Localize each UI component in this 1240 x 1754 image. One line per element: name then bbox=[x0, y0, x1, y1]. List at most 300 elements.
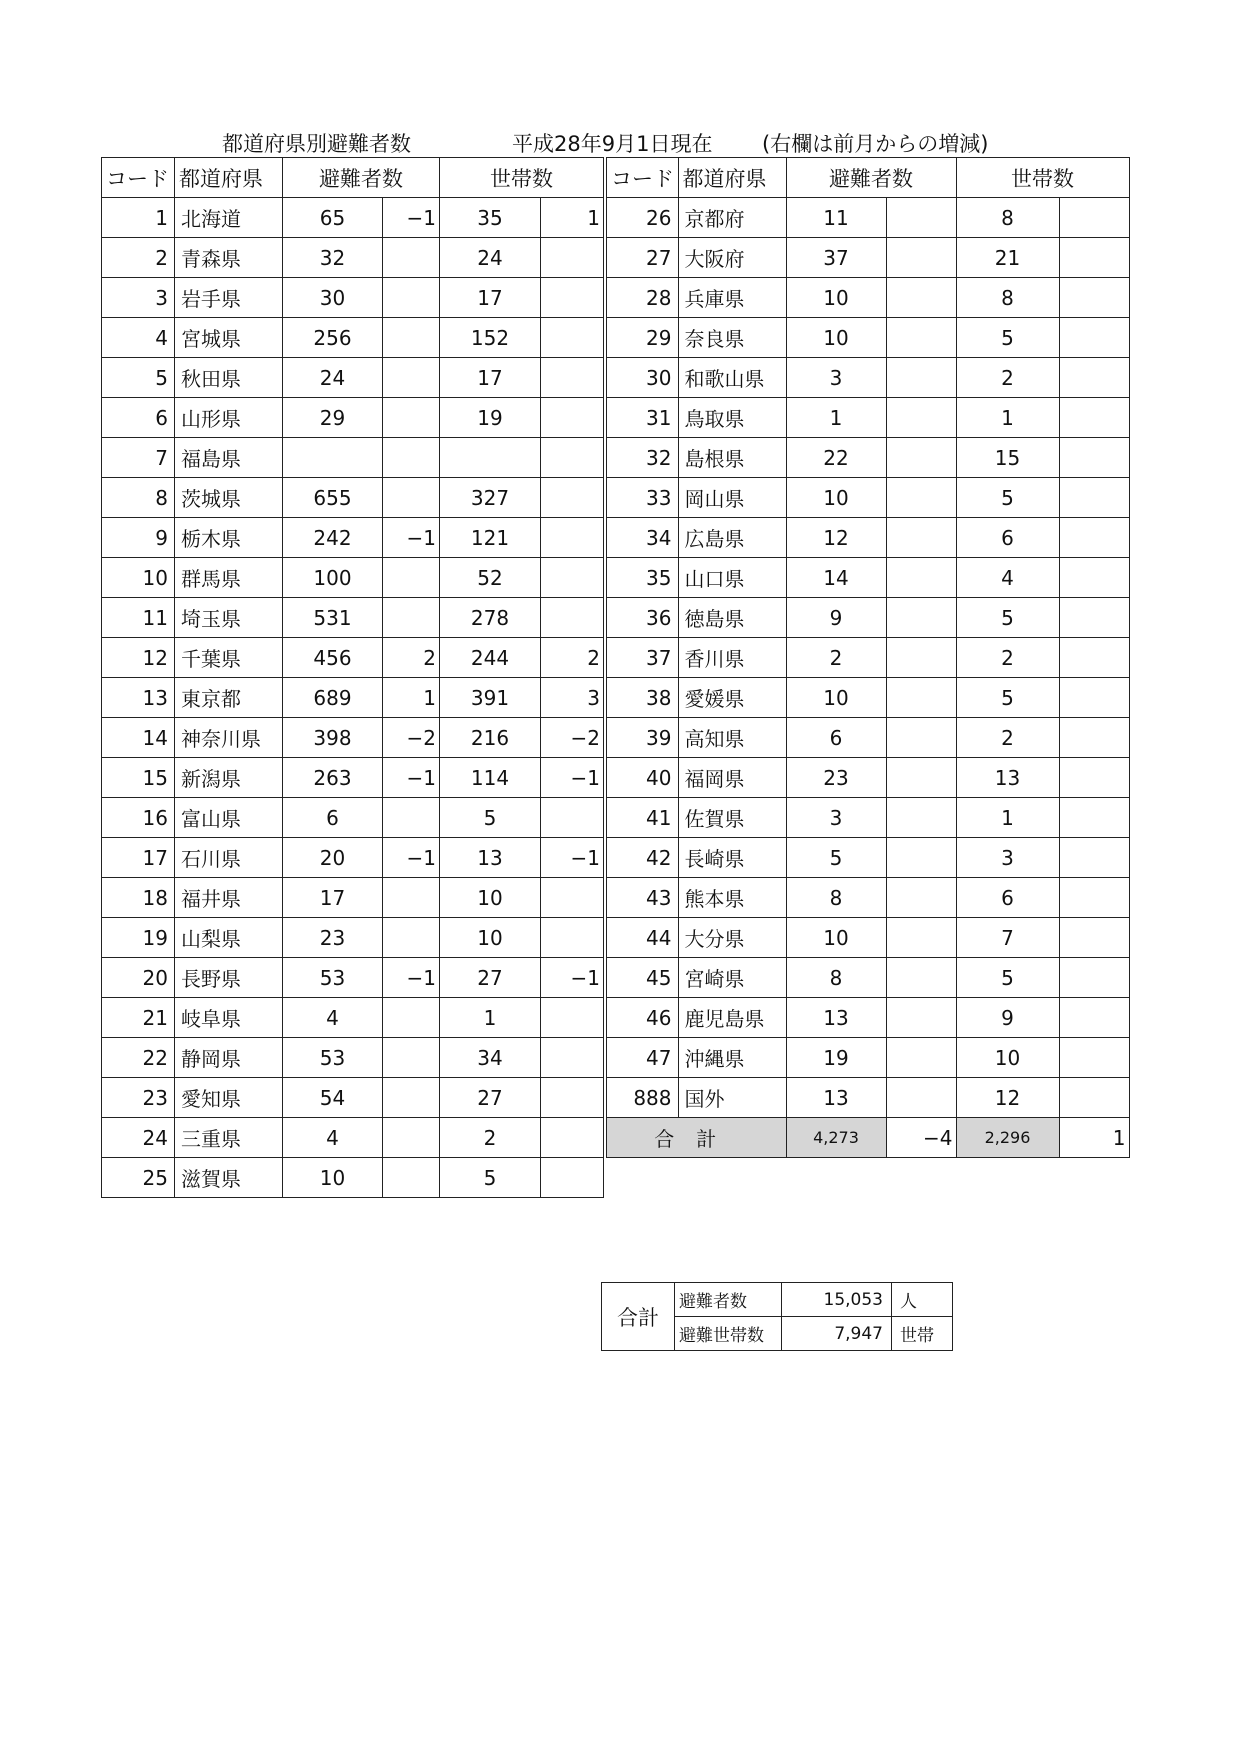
row-prefecture: 山口県 bbox=[678, 558, 786, 598]
summary-label: 合計 bbox=[602, 1283, 675, 1351]
row-evacuees-change bbox=[886, 798, 956, 838]
row-code: 7 bbox=[102, 438, 175, 478]
row-households: 10 bbox=[440, 918, 541, 958]
row-evacuees-change: −1 bbox=[383, 758, 440, 798]
row-code: 3 bbox=[102, 278, 175, 318]
row-code: 30 bbox=[605, 358, 678, 398]
row-code: 46 bbox=[605, 998, 678, 1038]
row-households: 17 bbox=[440, 278, 541, 318]
row-evacuees-change bbox=[886, 198, 956, 238]
row-households: 114 bbox=[440, 758, 541, 798]
row-code: 11 bbox=[102, 598, 175, 638]
row-households: 13 bbox=[956, 758, 1059, 798]
row-evacuees-change bbox=[383, 1118, 440, 1158]
row-households-change bbox=[1059, 998, 1129, 1038]
row-evacuees: 3 bbox=[786, 358, 886, 398]
row-prefecture: 秋田県 bbox=[175, 358, 283, 398]
row-households: 5 bbox=[440, 798, 541, 838]
row-households-change bbox=[1059, 718, 1129, 758]
table-row bbox=[605, 638, 1129, 678]
row-households-change bbox=[1059, 238, 1129, 278]
row-code: 44 bbox=[605, 918, 678, 958]
row-prefecture: 福岡県 bbox=[678, 758, 786, 798]
row-households-change bbox=[1059, 798, 1129, 838]
table-row bbox=[605, 558, 1129, 598]
row-prefecture: 京都府 bbox=[678, 198, 786, 238]
row-households: 5 bbox=[956, 678, 1059, 718]
row-households-change bbox=[541, 878, 604, 918]
table-row bbox=[605, 998, 1129, 1038]
row-code: 26 bbox=[605, 198, 678, 238]
row-evacuees: 1 bbox=[786, 398, 886, 438]
row-code: 19 bbox=[102, 918, 175, 958]
row-households-change: 1 bbox=[541, 198, 604, 238]
row-households: 6 bbox=[956, 518, 1059, 558]
row-evacuees-change bbox=[383, 918, 440, 958]
row-evacuees-change bbox=[886, 1078, 956, 1118]
row-evacuees-change bbox=[383, 798, 440, 838]
table-row bbox=[102, 998, 604, 1038]
row-code: 2 bbox=[102, 238, 175, 278]
row-evacuees: 19 bbox=[786, 1038, 886, 1078]
header-households: 世帯数 bbox=[440, 158, 604, 198]
row-prefecture: 大分県 bbox=[678, 918, 786, 958]
row-households: 34 bbox=[440, 1038, 541, 1078]
row-evacuees: 10 bbox=[283, 1158, 383, 1198]
table-row bbox=[102, 598, 604, 638]
row-evacuees: 2 bbox=[786, 638, 886, 678]
row-households-change bbox=[1059, 598, 1129, 638]
row-prefecture: 三重県 bbox=[175, 1118, 283, 1158]
row-households-change bbox=[541, 518, 604, 558]
page-title: 都道府県別避難者数 bbox=[222, 132, 411, 156]
row-prefecture: 大阪府 bbox=[678, 238, 786, 278]
table-row bbox=[102, 798, 604, 838]
row-households bbox=[440, 438, 541, 478]
row-prefecture: 鳥取県 bbox=[678, 398, 786, 438]
row-households-change bbox=[541, 998, 604, 1038]
row-code: 8 bbox=[102, 478, 175, 518]
row-households: 15 bbox=[956, 438, 1059, 478]
row-prefecture: 鹿児島県 bbox=[678, 998, 786, 1038]
row-evacuees: 23 bbox=[283, 918, 383, 958]
row-code: 29 bbox=[605, 318, 678, 358]
row-households: 27 bbox=[440, 1078, 541, 1118]
table-row bbox=[605, 398, 1129, 438]
table-row bbox=[605, 238, 1129, 278]
row-households-change bbox=[541, 558, 604, 598]
row-evacuees-change bbox=[886, 358, 956, 398]
row-evacuees: 32 bbox=[283, 238, 383, 278]
row-code: 888 bbox=[605, 1078, 678, 1118]
row-evacuees: 100 bbox=[283, 558, 383, 598]
row-evacuees-change bbox=[383, 398, 440, 438]
row-prefecture: 富山県 bbox=[175, 798, 283, 838]
row-evacuees: 12 bbox=[786, 518, 886, 558]
row-code: 37 bbox=[605, 638, 678, 678]
row-evacuees-change bbox=[886, 238, 956, 278]
row-evacuees: 54 bbox=[283, 1078, 383, 1118]
row-evacuees: 20 bbox=[283, 838, 383, 878]
row-households-change bbox=[1059, 838, 1129, 878]
table-row bbox=[605, 318, 1129, 358]
row-households: 278 bbox=[440, 598, 541, 638]
evacuee-table-right bbox=[603, 157, 1130, 1158]
row-households-change bbox=[541, 798, 604, 838]
row-evacuees: 655 bbox=[283, 478, 383, 518]
row-evacuees-change bbox=[383, 558, 440, 598]
table-row bbox=[102, 758, 604, 798]
row-prefecture: 佐賀県 bbox=[678, 798, 786, 838]
row-households: 10 bbox=[440, 878, 541, 918]
row-households-change bbox=[1059, 918, 1129, 958]
row-evacuees: 22 bbox=[786, 438, 886, 478]
row-code: 14 bbox=[102, 718, 175, 758]
row-code: 12 bbox=[102, 638, 175, 678]
table-row bbox=[605, 478, 1129, 518]
row-prefecture: 国外 bbox=[678, 1078, 786, 1118]
row-evacuees-change: −1 bbox=[383, 838, 440, 878]
row-prefecture: 兵庫県 bbox=[678, 278, 786, 318]
row-code: 1 bbox=[102, 198, 175, 238]
row-households: 3 bbox=[956, 838, 1059, 878]
row-code: 6 bbox=[102, 398, 175, 438]
row-households: 2 bbox=[956, 358, 1059, 398]
table-row bbox=[102, 718, 604, 758]
summary-box bbox=[601, 1282, 953, 1351]
summary-item-unit: 世帯 bbox=[892, 1317, 953, 1351]
row-evacuees-change bbox=[886, 998, 956, 1038]
row-code: 16 bbox=[102, 798, 175, 838]
row-households-change bbox=[1059, 758, 1129, 798]
summary-item-unit: 人 bbox=[892, 1283, 953, 1317]
row-code: 31 bbox=[605, 398, 678, 438]
row-evacuees: 456 bbox=[283, 638, 383, 678]
row-code: 33 bbox=[605, 478, 678, 518]
table-row bbox=[102, 438, 604, 478]
table-row bbox=[605, 838, 1129, 878]
row-households-change bbox=[1059, 518, 1129, 558]
row-evacuees-change bbox=[886, 518, 956, 558]
row-evacuees: 531 bbox=[283, 598, 383, 638]
row-evacuees: 30 bbox=[283, 278, 383, 318]
header-code: コード bbox=[605, 158, 678, 198]
row-households-change bbox=[541, 358, 604, 398]
table-row bbox=[102, 278, 604, 318]
row-households: 2 bbox=[956, 638, 1059, 678]
total-households: 2,296 bbox=[956, 1118, 1059, 1158]
row-prefecture: 青森県 bbox=[175, 238, 283, 278]
row-prefecture: 奈良県 bbox=[678, 318, 786, 358]
table-row bbox=[102, 518, 604, 558]
total-households-change: 1 bbox=[1059, 1118, 1129, 1158]
row-households-change bbox=[1059, 1078, 1129, 1118]
row-households-change bbox=[541, 598, 604, 638]
row-evacuees-change bbox=[886, 598, 956, 638]
table-row bbox=[102, 478, 604, 518]
row-households-change bbox=[1059, 318, 1129, 358]
row-evacuees-change bbox=[886, 318, 956, 358]
row-evacuees: 13 bbox=[786, 998, 886, 1038]
row-evacuees: 10 bbox=[786, 918, 886, 958]
row-households: 5 bbox=[956, 958, 1059, 998]
header-evacuees: 避難者数 bbox=[283, 158, 440, 198]
row-households: 327 bbox=[440, 478, 541, 518]
row-evacuees-change bbox=[886, 398, 956, 438]
header-code: コード bbox=[102, 158, 175, 198]
row-evacuees-change bbox=[383, 998, 440, 1038]
row-households: 391 bbox=[440, 678, 541, 718]
evacuee-table-left bbox=[101, 157, 604, 1198]
row-prefecture: 岡山県 bbox=[678, 478, 786, 518]
table-row bbox=[102, 558, 604, 598]
summary-item-label: 避難世帯数 bbox=[675, 1317, 782, 1351]
row-households-change: −1 bbox=[541, 958, 604, 998]
summary-row bbox=[602, 1283, 953, 1317]
row-code: 32 bbox=[605, 438, 678, 478]
row-households: 1 bbox=[440, 998, 541, 1038]
table-row bbox=[605, 278, 1129, 318]
row-evacuees-change bbox=[383, 598, 440, 638]
row-evacuees: 4 bbox=[283, 998, 383, 1038]
row-evacuees: 29 bbox=[283, 398, 383, 438]
row-evacuees: 10 bbox=[786, 278, 886, 318]
header-evacuees: 避難者数 bbox=[786, 158, 956, 198]
row-evacuees: 4 bbox=[283, 1118, 383, 1158]
row-code: 27 bbox=[605, 238, 678, 278]
row-prefecture: 滋賀県 bbox=[175, 1158, 283, 1198]
table-row bbox=[605, 598, 1129, 638]
row-prefecture: 栃木県 bbox=[175, 518, 283, 558]
row-evacuees: 9 bbox=[786, 598, 886, 638]
table-row bbox=[102, 1158, 604, 1198]
row-evacuees-change bbox=[886, 278, 956, 318]
row-households: 5 bbox=[956, 598, 1059, 638]
row-households-change bbox=[541, 1118, 604, 1158]
row-households-change bbox=[541, 1158, 604, 1198]
header-prefecture: 都道府県 bbox=[678, 158, 786, 198]
row-code: 9 bbox=[102, 518, 175, 558]
row-prefecture: 長崎県 bbox=[678, 838, 786, 878]
table-row bbox=[605, 1078, 1129, 1118]
row-households: 13 bbox=[440, 838, 541, 878]
row-evacuees-change bbox=[886, 438, 956, 478]
table-row bbox=[605, 678, 1129, 718]
row-evacuees-change bbox=[886, 1038, 956, 1078]
row-evacuees-change bbox=[886, 718, 956, 758]
row-households: 244 bbox=[440, 638, 541, 678]
summary-item-label: 避難者数 bbox=[675, 1283, 782, 1317]
row-evacuees: 10 bbox=[786, 318, 886, 358]
row-evacuees-change bbox=[886, 918, 956, 958]
row-households-change bbox=[541, 398, 604, 438]
row-evacuees: 256 bbox=[283, 318, 383, 358]
row-households-change bbox=[1059, 358, 1129, 398]
row-households-change bbox=[1059, 438, 1129, 478]
row-code: 43 bbox=[605, 878, 678, 918]
row-prefecture: 岩手県 bbox=[175, 278, 283, 318]
row-code: 28 bbox=[605, 278, 678, 318]
row-prefecture: 高知県 bbox=[678, 718, 786, 758]
row-households: 1 bbox=[956, 398, 1059, 438]
row-code: 39 bbox=[605, 718, 678, 758]
row-households: 5 bbox=[440, 1158, 541, 1198]
row-code: 5 bbox=[102, 358, 175, 398]
row-prefecture: 神奈川県 bbox=[175, 718, 283, 758]
row-code: 18 bbox=[102, 878, 175, 918]
row-households: 12 bbox=[956, 1078, 1059, 1118]
table-row bbox=[102, 1118, 604, 1158]
row-households-change bbox=[541, 1078, 604, 1118]
table-row bbox=[102, 238, 604, 278]
row-prefecture: 福島県 bbox=[175, 438, 283, 478]
row-households: 8 bbox=[956, 278, 1059, 318]
row-evacuees: 17 bbox=[283, 878, 383, 918]
row-households-change bbox=[541, 318, 604, 358]
total-evacuees: 4,273 bbox=[786, 1118, 886, 1158]
row-households-change bbox=[1059, 558, 1129, 598]
table-row bbox=[102, 358, 604, 398]
row-evacuees-change bbox=[383, 238, 440, 278]
row-households: 2 bbox=[440, 1118, 541, 1158]
row-evacuees: 3 bbox=[786, 798, 886, 838]
row-evacuees: 14 bbox=[786, 558, 886, 598]
summary-item-value: 15,053 bbox=[782, 1283, 892, 1317]
row-households-change bbox=[541, 1038, 604, 1078]
row-prefecture: 千葉県 bbox=[175, 638, 283, 678]
row-households: 19 bbox=[440, 398, 541, 438]
table-row bbox=[102, 678, 604, 718]
row-prefecture: 長野県 bbox=[175, 958, 283, 998]
total-evacuees-change: −4 bbox=[886, 1118, 956, 1158]
row-evacuees bbox=[283, 438, 383, 478]
row-households-change bbox=[541, 918, 604, 958]
row-evacuees: 11 bbox=[786, 198, 886, 238]
row-evacuees-change: 2 bbox=[383, 638, 440, 678]
row-evacuees-change bbox=[383, 318, 440, 358]
row-households-change bbox=[1059, 198, 1129, 238]
row-evacuees: 6 bbox=[786, 718, 886, 758]
row-code: 36 bbox=[605, 598, 678, 638]
row-households-change bbox=[1059, 878, 1129, 918]
row-evacuees: 10 bbox=[786, 478, 886, 518]
row-households: 152 bbox=[440, 318, 541, 358]
row-households-change: 3 bbox=[541, 678, 604, 718]
row-prefecture: 宮城県 bbox=[175, 318, 283, 358]
row-households-change bbox=[541, 278, 604, 318]
table-header-row bbox=[102, 158, 604, 198]
table-row bbox=[102, 1078, 604, 1118]
table-row bbox=[605, 878, 1129, 918]
table-row bbox=[605, 918, 1129, 958]
row-evacuees: 242 bbox=[283, 518, 383, 558]
row-evacuees-change bbox=[383, 358, 440, 398]
row-households-change bbox=[1059, 398, 1129, 438]
row-prefecture: 沖縄県 bbox=[678, 1038, 786, 1078]
row-households-change bbox=[541, 478, 604, 518]
row-code: 10 bbox=[102, 558, 175, 598]
row-evacuees-change: −1 bbox=[383, 958, 440, 998]
table-row bbox=[605, 798, 1129, 838]
row-prefecture: 愛媛県 bbox=[678, 678, 786, 718]
row-code: 34 bbox=[605, 518, 678, 558]
row-evacuees-change: −1 bbox=[383, 198, 440, 238]
row-evacuees-change: −2 bbox=[383, 718, 440, 758]
row-code: 35 bbox=[605, 558, 678, 598]
row-evacuees-change bbox=[383, 1078, 440, 1118]
row-code: 25 bbox=[102, 1158, 175, 1198]
row-code: 40 bbox=[605, 758, 678, 798]
row-prefecture: 群馬県 bbox=[175, 558, 283, 598]
table-header-row bbox=[605, 158, 1129, 198]
row-evacuees-change bbox=[383, 278, 440, 318]
table-row bbox=[605, 1038, 1129, 1078]
row-households: 10 bbox=[956, 1038, 1059, 1078]
row-evacuees-change bbox=[886, 878, 956, 918]
row-evacuees: 24 bbox=[283, 358, 383, 398]
row-code: 24 bbox=[102, 1118, 175, 1158]
row-households: 21 bbox=[956, 238, 1059, 278]
row-households: 4 bbox=[956, 558, 1059, 598]
row-households-change: 2 bbox=[541, 638, 604, 678]
row-evacuees-change bbox=[886, 678, 956, 718]
row-evacuees-change bbox=[886, 758, 956, 798]
row-households: 8 bbox=[956, 198, 1059, 238]
row-households-change bbox=[1059, 1038, 1129, 1078]
row-evacuees: 37 bbox=[786, 238, 886, 278]
table-row bbox=[605, 358, 1129, 398]
row-households: 7 bbox=[956, 918, 1059, 958]
header-households: 世帯数 bbox=[956, 158, 1129, 198]
row-households-change bbox=[1059, 278, 1129, 318]
row-prefecture: 山梨県 bbox=[175, 918, 283, 958]
row-evacuees-change bbox=[383, 1158, 440, 1198]
row-evacuees: 23 bbox=[786, 758, 886, 798]
row-prefecture: 宮崎県 bbox=[678, 958, 786, 998]
table-row bbox=[605, 438, 1129, 478]
row-households-change bbox=[1059, 678, 1129, 718]
table-row bbox=[605, 958, 1129, 998]
summary-item-value: 7,947 bbox=[782, 1317, 892, 1351]
row-prefecture: 香川県 bbox=[678, 638, 786, 678]
row-code: 42 bbox=[605, 838, 678, 878]
table-row bbox=[605, 718, 1129, 758]
row-evacuees: 8 bbox=[786, 958, 886, 998]
row-evacuees: 263 bbox=[283, 758, 383, 798]
row-households-change bbox=[541, 438, 604, 478]
row-code: 22 bbox=[102, 1038, 175, 1078]
row-prefecture: 茨城県 bbox=[175, 478, 283, 518]
row-code: 4 bbox=[102, 318, 175, 358]
table-row bbox=[102, 878, 604, 918]
row-code: 20 bbox=[102, 958, 175, 998]
row-evacuees: 10 bbox=[786, 678, 886, 718]
row-households-change bbox=[541, 238, 604, 278]
row-prefecture: 熊本県 bbox=[678, 878, 786, 918]
row-households-change: −1 bbox=[541, 838, 604, 878]
row-households: 17 bbox=[440, 358, 541, 398]
row-evacuees: 5 bbox=[786, 838, 886, 878]
table-row bbox=[102, 318, 604, 358]
row-prefecture: 石川県 bbox=[175, 838, 283, 878]
row-households-change: −1 bbox=[541, 758, 604, 798]
row-evacuees: 53 bbox=[283, 958, 383, 998]
row-prefecture: 愛知県 bbox=[175, 1078, 283, 1118]
row-households: 121 bbox=[440, 518, 541, 558]
row-households-change bbox=[1059, 478, 1129, 518]
row-evacuees-change bbox=[886, 838, 956, 878]
table-row bbox=[102, 398, 604, 438]
